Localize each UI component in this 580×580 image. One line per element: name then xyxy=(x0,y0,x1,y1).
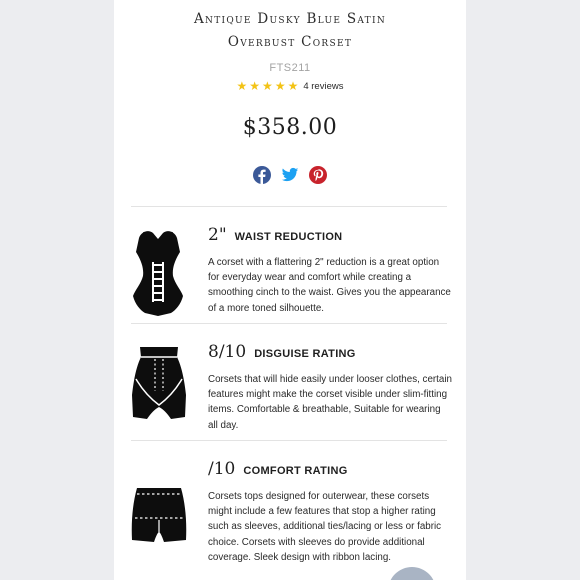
feature-score: 8/10 xyxy=(208,342,247,362)
shorts-shapewear-icon xyxy=(131,488,187,549)
feature-description: Corsets that will hide easily under looser clothes, certain features might make the corset visible under slim-fitting items. Comfortable & breathable, Suitable for wearing all day. xyxy=(208,374,452,431)
star-icon: ★ xyxy=(236,79,248,93)
feature-disguise-rating-heading xyxy=(208,342,356,362)
feature-label: DISGUISE RATING xyxy=(254,348,356,360)
divider xyxy=(131,440,447,441)
product-sku: FTS211 xyxy=(269,62,311,74)
review-count-link[interactable]: 4 reviews xyxy=(303,80,344,92)
product-panel xyxy=(114,0,466,580)
facebook-icon[interactable] xyxy=(253,166,271,184)
star-icon: ★ xyxy=(262,79,273,93)
pinterest-icon[interactable] xyxy=(309,166,327,184)
feature-label: WAIST REDUCTION xyxy=(234,231,343,243)
feature-waist-reduction-heading xyxy=(208,225,342,245)
share-buttons xyxy=(114,166,466,184)
feature-score: 2" xyxy=(208,225,227,245)
feature-description: A corset with a flattering 2" reduction is a great option for everyday wear and comfort while creating a smoothing cinch to the waist. Gives you the appearance of a more toned silhouette. xyxy=(208,257,451,314)
product-title xyxy=(114,8,466,54)
twitter-icon[interactable] xyxy=(281,166,299,184)
underbust-shapewear-icon xyxy=(131,347,187,424)
divider xyxy=(131,206,447,207)
feature-label: COMFORT RATING xyxy=(243,465,348,477)
feature-description: Corsets tops designed for outerwear, these corsets might include a few features that stop a higher rating such as sleeves, additional ties/lacing or less or fabric choice. Corsets with sleeves do provide additional coverage. Sleek design with ribbon lacing. xyxy=(208,491,442,563)
star-icon: ★ xyxy=(249,79,261,93)
product-title-line-1: Antique Dusky Blue Satin xyxy=(193,11,387,27)
product-title-line-2: Overbust Corset xyxy=(227,34,353,50)
star-icon: ★ xyxy=(274,79,286,93)
star-icon: ★ xyxy=(287,79,299,93)
overbust-corset-icon xyxy=(131,224,185,321)
product-price: $358.00 xyxy=(242,115,338,140)
feature-comfort-rating-heading xyxy=(208,459,348,479)
product-rating[interactable] xyxy=(114,80,466,92)
feature-score: /10 xyxy=(208,459,236,479)
divider xyxy=(131,323,447,324)
